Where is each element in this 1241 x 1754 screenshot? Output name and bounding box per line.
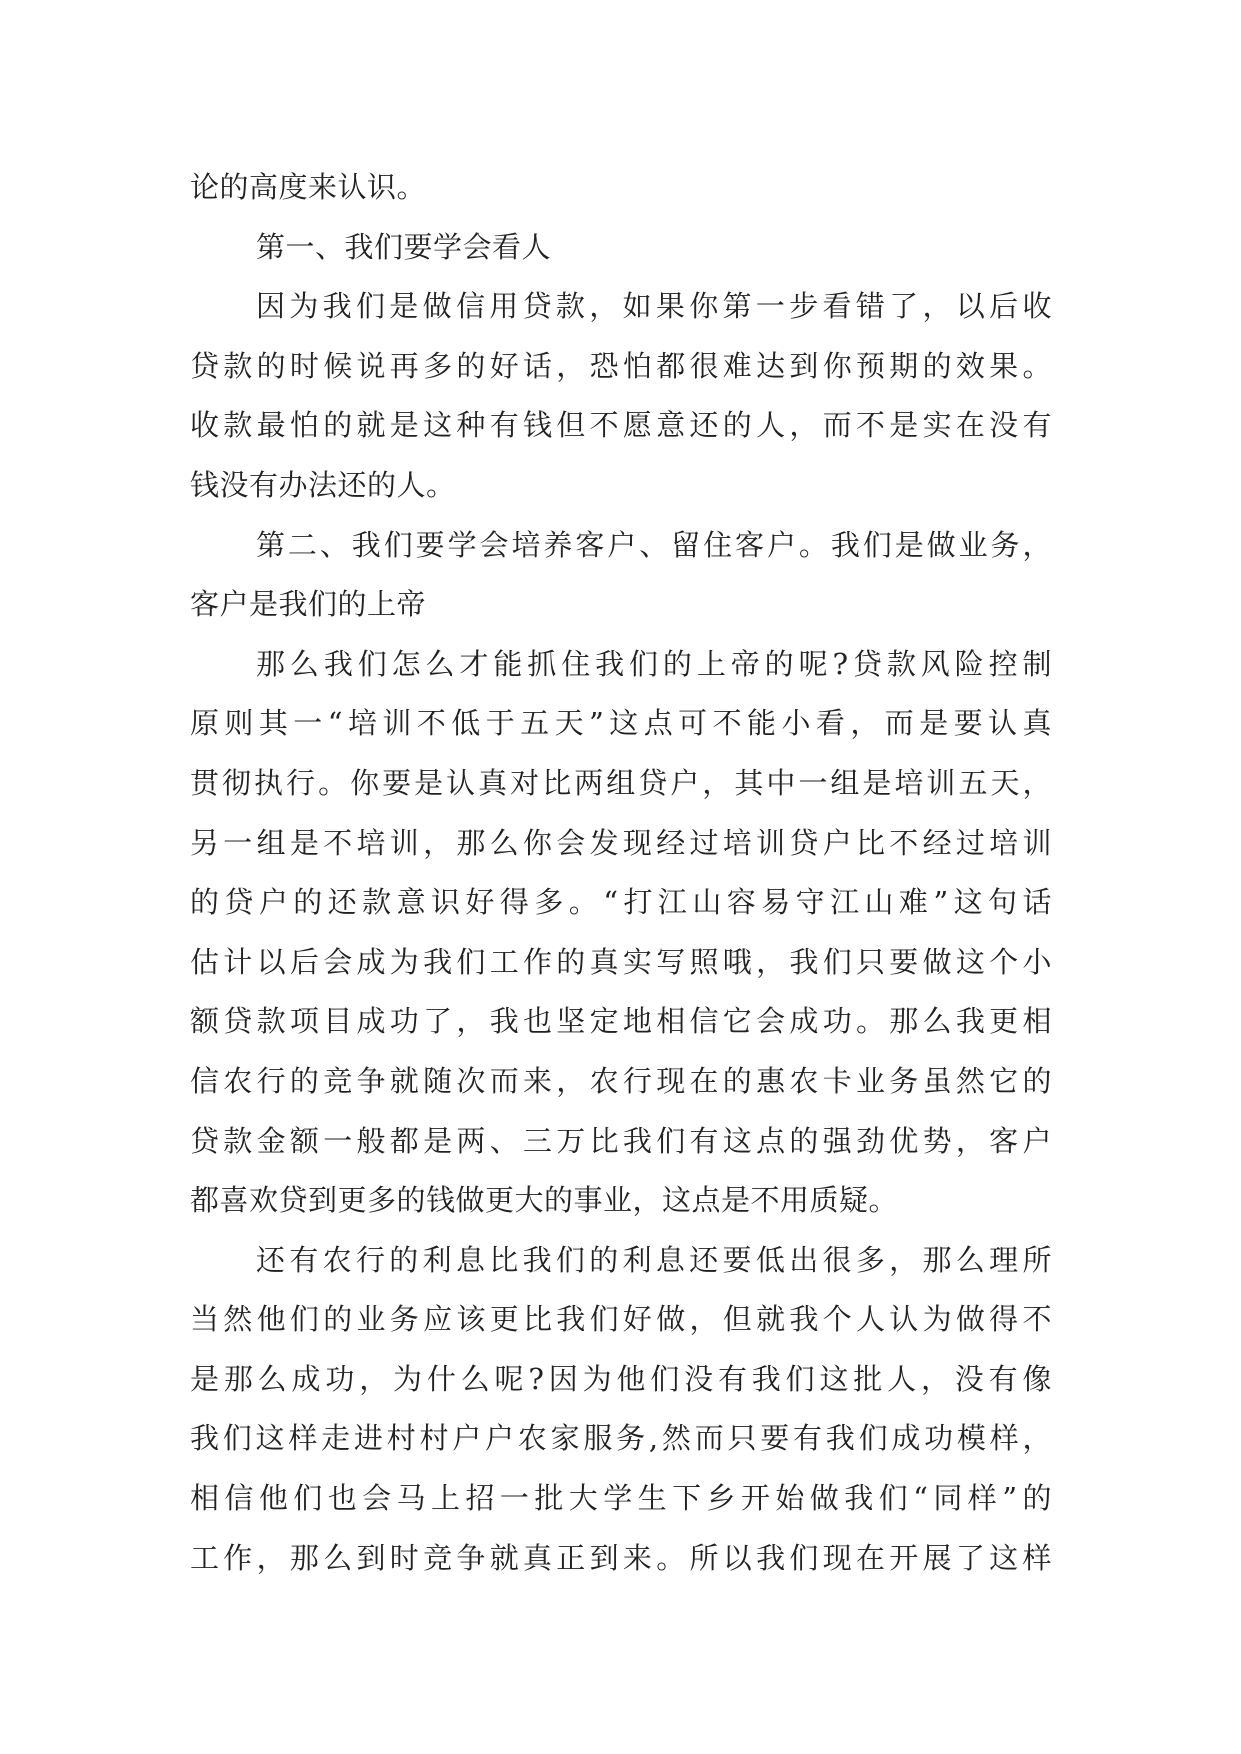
- text-line: 另一组是不培训，那么你会发现经过培训贷户比不经过培训: [190, 825, 1052, 860]
- text-line: 第二、我们要学会培养客户、留住客户。我们是做业务，: [256, 527, 1052, 562]
- text-line: 相信他们也会马上招一批大学生下乡开始做我们“同样”的: [190, 1481, 1052, 1516]
- text-line: 信农行的竞争就随次而来，农行现在的惠农卡业务虽然它的: [190, 1063, 1052, 1098]
- text-line: 收款最怕的就是这种有钱但不愿意还的人，而不是实在没有: [190, 408, 1052, 443]
- document-body: [190, 158, 1052, 1588]
- text-line: 客户是我们的上帝: [190, 587, 427, 622]
- text-line: 估计以后会成为我们工作的真实写照哦，我们只要做这个小: [190, 944, 1052, 979]
- text-line: 额贷款项目成功了，我也坚定地相信它会成功。那么我更相: [190, 1004, 1052, 1039]
- text-line: 都喜欢贷到更多的钱做更大的事业，这点是不用质疑。: [190, 1183, 899, 1218]
- text-line: 我们这样走进村村户户农家服务,然而只要有我们成功模样，: [190, 1421, 1052, 1456]
- text-line: 的贷户的还款意识好得多。“打江山容易守江山难”这句话: [190, 885, 1052, 920]
- text-line: 贷款的时候说再多的好话，恐怕都很难达到你预期的效果。: [190, 348, 1052, 383]
- text-line: 还有农行的利息比我们的利息还要低出很多，那么理所: [256, 1242, 1052, 1277]
- text-line: 贯彻执行。你要是认真对比两组贷户，其中一组是培训五天，: [190, 765, 1052, 800]
- text-line: 钱没有办法还的人。: [190, 467, 456, 502]
- text-line: 第一、我们要学会看人: [256, 229, 552, 264]
- text-line: 当然他们的业务应该更比我们好做，但就我个人认为做得不: [190, 1302, 1052, 1337]
- text-line: 原则其一“培训不低于五天”这点可不能小看，而是要认真: [190, 706, 1052, 741]
- text-line: 那么我们怎么才能抓住我们的上帝的呢?贷款风险控制: [256, 646, 1052, 681]
- text-line: 贷款金额一般都是两、三万比我们有这点的强劲优势，客户: [190, 1123, 1052, 1158]
- text-line: 因为我们是做信用贷款，如果你第一步看错了，以后收: [256, 289, 1052, 324]
- text-line: 论的高度来认识。: [190, 170, 427, 204]
- text-line: 工作，那么到时竞争就真正到来。所以我们现在开展了这样: [190, 1540, 1052, 1575]
- text-line: 是那么成功，为什么呢?因为他们没有我们这批人，没有像: [190, 1361, 1052, 1396]
